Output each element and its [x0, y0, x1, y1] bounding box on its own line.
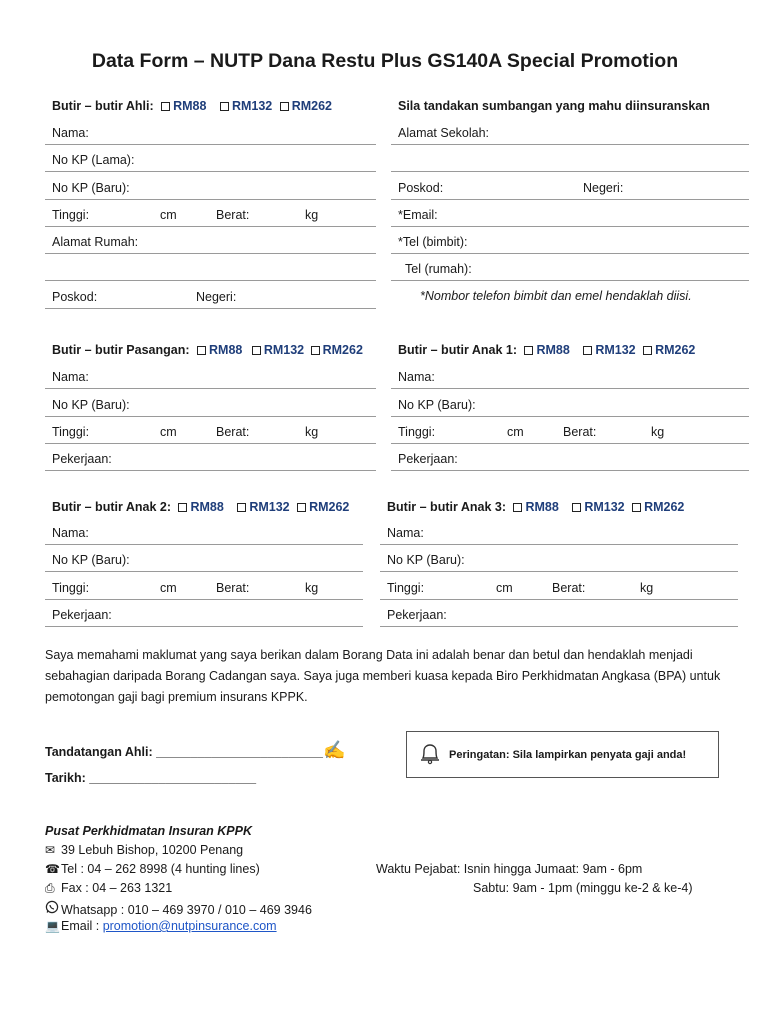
phone-icon: ☎: [45, 862, 60, 876]
field-label: Tinggi:: [387, 581, 425, 595]
spouse-ic-field[interactable]: [45, 390, 376, 417]
writing-hand-icon: ✍: [322, 740, 346, 760]
field-label: *Tel (bimbit):: [398, 235, 468, 249]
rm132-checkbox[interactable]: [220, 102, 229, 111]
spouse-name-field[interactable]: [45, 362, 376, 389]
field-label: Berat:: [216, 208, 250, 222]
rm262-checkbox[interactable]: [280, 102, 289, 111]
rm132-checkbox[interactable]: [572, 503, 581, 512]
child1-name-field[interactable]: [391, 362, 749, 389]
school-postcode-state-field[interactable]: [391, 173, 749, 200]
rm88-checkbox[interactable]: [197, 346, 206, 355]
school-address-line2[interactable]: [391, 145, 749, 172]
child3-heading-label: Butir – butir Anak 3: [387, 500, 502, 514]
child3-name-field[interactable]: [380, 518, 738, 545]
rm88-label: RM88: [190, 500, 224, 514]
field-label: Poskod:: [398, 181, 444, 195]
rm262-checkbox[interactable]: [311, 346, 320, 355]
field-label: Alamat Sekolah:: [398, 126, 490, 140]
office-hours-weekday: Waktu Pejabat: Isnin hingga Jumaat: 9am - 6pm: [376, 862, 643, 876]
fax-text: Fax : 04 – 263 1321: [61, 881, 173, 895]
rm88-checkbox[interactable]: [513, 503, 522, 512]
rm262-label: RM262: [309, 500, 350, 514]
rm132-label: RM132: [584, 500, 625, 514]
field-label: No KP (Baru):: [387, 553, 465, 567]
rm132-checkbox[interactable]: [237, 503, 246, 512]
field-label: Tinggi:: [52, 581, 90, 595]
member-name-field[interactable]: [45, 118, 376, 145]
field-label: No KP (Baru):: [52, 398, 130, 412]
field-label: Negeri:: [583, 181, 624, 195]
child2-heading: Butir – butir Anak 2: RM88 RM132 RM262: [52, 500, 350, 514]
whatsapp-text: Whatsapp : 010 – 469 3970 / 010 – 469 3946: [61, 903, 312, 917]
rm88-label: RM88: [173, 99, 207, 113]
field-label: Berat:: [563, 425, 597, 439]
mobile-field[interactable]: [391, 227, 749, 254]
unit-cm: cm: [160, 581, 177, 595]
spouse-occupation-field[interactable]: [45, 444, 376, 471]
unit-kg: kg: [651, 425, 665, 439]
field-label: No KP (Baru):: [398, 398, 476, 412]
rm132-checkbox[interactable]: [252, 346, 261, 355]
field-label: Pekerjaan:: [52, 608, 112, 622]
unit-cm: cm: [160, 425, 177, 439]
contribution-heading: Sila tandakan sumbangan yang mahu diinsuranskan: [398, 99, 710, 113]
tel-line: [45, 862, 260, 876]
field-label: Pekerjaan:: [398, 452, 458, 466]
warning-box: [406, 731, 719, 778]
field-label: Tinggi:: [52, 425, 90, 439]
rm88-label: RM88: [536, 343, 570, 357]
field-label: *Email:: [398, 208, 438, 222]
unit-kg: kg: [305, 581, 319, 595]
rm262-label: RM262: [291, 99, 333, 113]
email-prefix: Email :: [61, 919, 103, 933]
unit-cm: cm: [507, 425, 524, 439]
organization-name: Pusat Perkhidmatan Insuran KPPK: [45, 824, 253, 838]
rm132-label: RM132: [263, 343, 305, 357]
child2-height-weight-field[interactable]: [45, 573, 363, 600]
child3-heading: Butir – butir Anak 3: RM88 RM132 RM262: [387, 500, 685, 514]
field-label: Nama:: [52, 126, 89, 140]
field-label: Tinggi:: [398, 425, 436, 439]
rm262-checkbox[interactable]: [643, 346, 652, 355]
field-label: Tel (rumah):: [405, 262, 472, 276]
field-label: Pekerjaan:: [387, 608, 447, 622]
field-label: Berat:: [216, 581, 250, 595]
date-line[interactable]: Tarikh: ________________________: [45, 771, 257, 785]
child1-height-weight-field[interactable]: [391, 417, 749, 444]
field-label: Berat:: [216, 425, 250, 439]
rm88-label: RM88: [209, 343, 243, 357]
fax-line: [45, 881, 172, 896]
declaration-text: Saya memahami maklumat yang saya berikan dalam Borang Data ini adalah benar dan betul dan hendaklah menjadi sebahagian daripada Borang Cadangan saya. Saya juga memberi kuasa kepada Biro Perkhidmatan Angkasa (BPA) untuk pemotongan gaji bagi premium insurans KPPK.: [45, 648, 721, 704]
child3-height-weight-field[interactable]: [380, 573, 738, 600]
rm88-label: RM88: [525, 500, 559, 514]
member-address-line2[interactable]: [45, 254, 376, 281]
field-label: Tinggi:: [52, 208, 90, 222]
member-ic-new-field[interactable]: [45, 173, 376, 200]
rm132-label: RM132: [595, 343, 636, 357]
child1-ic-field[interactable]: [391, 390, 749, 417]
rm88-checkbox[interactable]: [178, 503, 187, 512]
signature-line[interactable]: [45, 740, 345, 761]
rm132-label: RM132: [249, 500, 290, 514]
office-hours-saturday: Sabtu: 9am - 1pm (minggu ke-2 & ke-4): [473, 881, 693, 895]
rm262-checkbox[interactable]: [297, 503, 306, 512]
unit-kg: kg: [305, 208, 319, 222]
rm262-label: RM262: [655, 343, 696, 357]
spouse-heading: Butir – butir Pasangan: RM88 RM132 RM262: [52, 343, 363, 357]
child1-heading: Butir – butir Anak 1: RM88 RM132 RM262: [398, 343, 696, 357]
child2-heading-label: Butir – butir Anak 2: [52, 500, 167, 514]
child1-occupation-field[interactable]: [391, 444, 749, 471]
rm88-checkbox[interactable]: [524, 346, 533, 355]
email-link[interactable]: promotion@nutpinsurance.com: [102, 919, 277, 933]
field-label: Nama:: [52, 370, 89, 384]
address-text: 39 Lebuh Bishop, 10200 Penang: [61, 843, 244, 857]
computer-icon: 💻: [45, 919, 60, 933]
member-ic-old-field[interactable]: [45, 145, 376, 172]
fax-icon: ⎙: [45, 881, 55, 895]
whatsapp-line: [45, 900, 312, 917]
member-height-weight-field[interactable]: [45, 200, 376, 227]
bell-icon: [419, 742, 441, 771]
rm132-checkbox[interactable]: [583, 346, 592, 355]
rm132-label: RM132: [231, 99, 273, 113]
rm262-label: RM262: [322, 343, 363, 357]
spouse-height-weight-field[interactable]: [45, 417, 376, 444]
home-phone-field[interactable]: [391, 254, 749, 281]
field-label: Nama:: [387, 526, 424, 540]
child3-ic-field[interactable]: [380, 545, 738, 572]
field-label: Negeri:: [196, 290, 237, 304]
field-label: No KP (Lama):: [52, 153, 135, 167]
school-address-field[interactable]: [391, 118, 749, 145]
child3-occupation-field[interactable]: [380, 600, 738, 627]
child2-name-field[interactable]: [45, 518, 363, 545]
child2-occupation-field[interactable]: [45, 600, 363, 627]
required-note: *Nombor telefon bimbit dan emel hendaklah diisi.: [420, 289, 692, 303]
email-field[interactable]: [391, 200, 749, 227]
unit-kg: kg: [640, 581, 654, 595]
member-postcode-state-field[interactable]: [45, 282, 376, 309]
field-label: Pekerjaan:: [52, 452, 112, 466]
rm88-checkbox[interactable]: [161, 102, 170, 111]
warning-text: Peringatan: Sila lampirkan penyata gaji anda!: [449, 749, 687, 761]
unit-cm: cm: [160, 208, 177, 222]
unit-cm: cm: [496, 581, 513, 595]
field-label: Poskod:: [52, 290, 98, 304]
field-label: No KP (Baru):: [52, 553, 130, 567]
member-heading-label: Butir – butir Ahli:: [52, 99, 154, 113]
rm262-label: RM262: [644, 500, 685, 514]
address-line: [45, 843, 243, 857]
tel-text: Tel : 04 – 262 8998 (4 hunting lines): [61, 862, 260, 876]
rm262-checkbox[interactable]: [632, 503, 641, 512]
whatsapp-icon: [45, 900, 61, 917]
unit-kg: kg: [305, 425, 319, 439]
signature-label: Tandatangan Ahli: ________________________: [45, 745, 323, 759]
field-label: Nama:: [52, 526, 89, 540]
field-label: Berat:: [552, 581, 586, 595]
child1-heading-label: Butir – butir Anak 1: [398, 343, 513, 357]
mail-icon: ✉: [45, 843, 56, 857]
member-heading: [52, 99, 332, 113]
email-line: [45, 919, 277, 933]
page-title: Data Form – NUTP Dana Restu Plus GS140A Special Promotion: [91, 50, 679, 72]
field-label: No KP (Baru):: [52, 181, 130, 195]
child2-ic-field[interactable]: [45, 545, 363, 572]
field-label: Nama:: [398, 370, 435, 384]
member-address-field[interactable]: [45, 227, 376, 254]
field-label: Alamat Rumah:: [52, 235, 139, 249]
spouse-heading-label: Butir – butir Pasangan: [52, 343, 186, 357]
